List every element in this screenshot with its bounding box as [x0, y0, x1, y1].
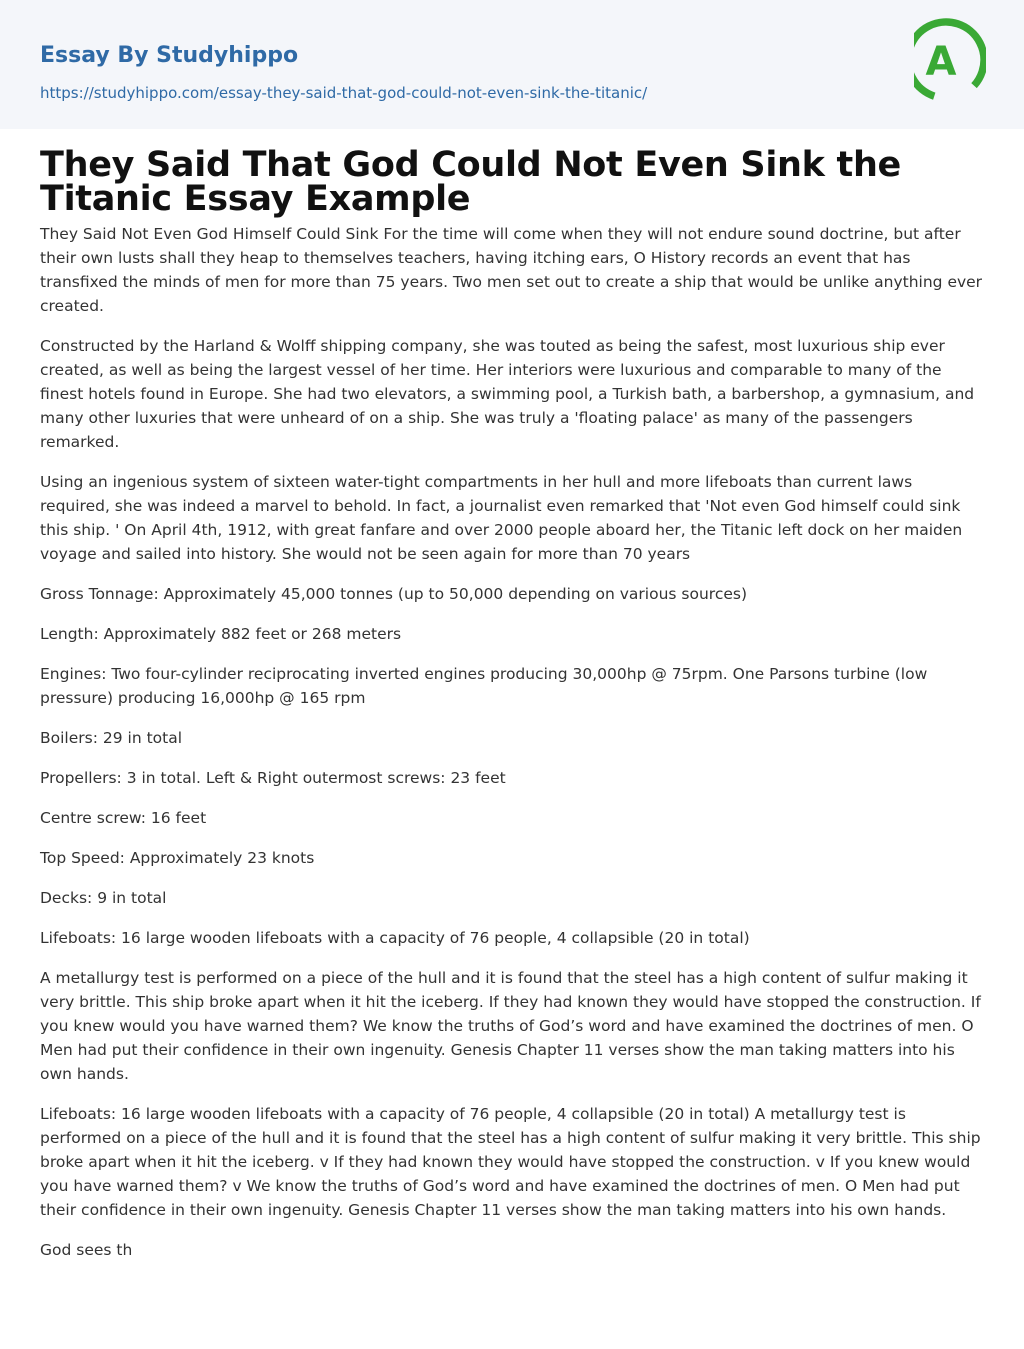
studyhippo-logo-icon[interactable] [914, 18, 986, 106]
page-title: They Said That God Could Not Even Sink the Titanic Essay Example [40, 145, 901, 219]
article-paragraph: Gross Tonnage: Approximately 45,000 tonnes (up to 50,000 depending on various sources) [40, 585, 747, 603]
article-paragraph: A metallurgy test is performed on a piece of the hull and it is found that the steel has a high content of sulfur making it very brittle. This ship broke apart when it hit the iceberg. If they had known they would have stopped the construction. If you knew would you have warned them? We know the truths of God’s word and have examined the doctrines of men. O Men had put their confidence in their own ingenuity. Genesis Chapter 11 verses show the man taking matters into his own hands. [40, 969, 981, 1083]
article-body [40, 222, 984, 1262]
article-paragraph: Boilers: 29 in total [40, 729, 183, 747]
article [0, 145, 1024, 1262]
article-paragraph: Lifeboats: 16 large wooden lifeboats with a capacity of 76 people, 4 collapsible (20 in total) A metallurgy test is performed on a piece of the hull and it is found that the steel has a high content of sulfur making it very brittle. This ship broke apart when it hit the iceberg. v If they had known they would have stopped the construction. v If you knew would you have warned them? v We know the truths of God’s word and have examined the doctrines of men. O Men had put their confidence in their own ingenuity. Genesis Chapter 11 verses show the man taking matters into his own hands. [40, 1105, 981, 1219]
article-paragraph: Constructed by the Harland & Wolff shipping company, she was touted as being the safest, most luxurious ship ever created, as well as being the largest vessel of her time. Her interiors were luxurious and comparable to many of the finest hotels found in Europe. She had two elevators, a swimming pool, a Turkish bath, a barbershop, a gymnasium, and many other luxuries that were unheard of on a ship. She was truly a 'floating palace' as many of the passengers remarked. [40, 337, 975, 451]
source-url-link[interactable]: https://studyhippo.com/essay-they-said-that-god-could-not-even-sink-the-titanic/ [40, 84, 648, 102]
article-paragraph: Decks: 9 in total [40, 889, 167, 907]
article-paragraph: Length: Approximately 882 feet or 268 meters [40, 625, 402, 643]
article-paragraph: Engines: Two four-cylinder reciprocating inverted engines producing 30,000hp @ 75rpm. One Parsons turbine (low pressure) producing 16,000hp @ 165 rpm [40, 665, 928, 707]
article-paragraph: Using an ingenious system of sixteen water-tight compartments in her hull and more lifeboats than current laws required, she was indeed a marvel to behold. In fact, a journalist even remarked that 'Not even God himself could sink this ship. ' On April 4th, 1912, with great fanfare and over 2000 people aboard her, the Titanic left dock on her maiden voyage and sailed into history. She would not be seen again for more than 70 years [40, 473, 963, 563]
article-paragraph: Propellers: 3 in total. Left & Right outermost screws: 23 feet [40, 769, 506, 787]
article-paragraph: God sees th [40, 1241, 133, 1259]
article-paragraph: Top Speed: Approximately 23 knots [40, 849, 315, 867]
brand-title[interactable]: Essay By Studyhippo [40, 43, 299, 68]
article-paragraph: Centre screw: 16 feet [40, 809, 207, 827]
article-paragraph: Lifeboats: 16 large wooden lifeboats with a capacity of 76 people, 4 collapsible (20 in total) [40, 929, 750, 947]
site-header [0, 0, 1024, 129]
article-paragraph: They Said Not Even God Himself Could Sink For the time will come when they will not endure sound doctrine, but after their own lusts shall they heap to themselves teachers, having itching ears, O History records an event that has transfixed the minds of men for more than 75 years. Two men set out to create a ship that would be unlike anything ever created. [40, 225, 983, 315]
logo-letter: A [925, 39, 957, 85]
